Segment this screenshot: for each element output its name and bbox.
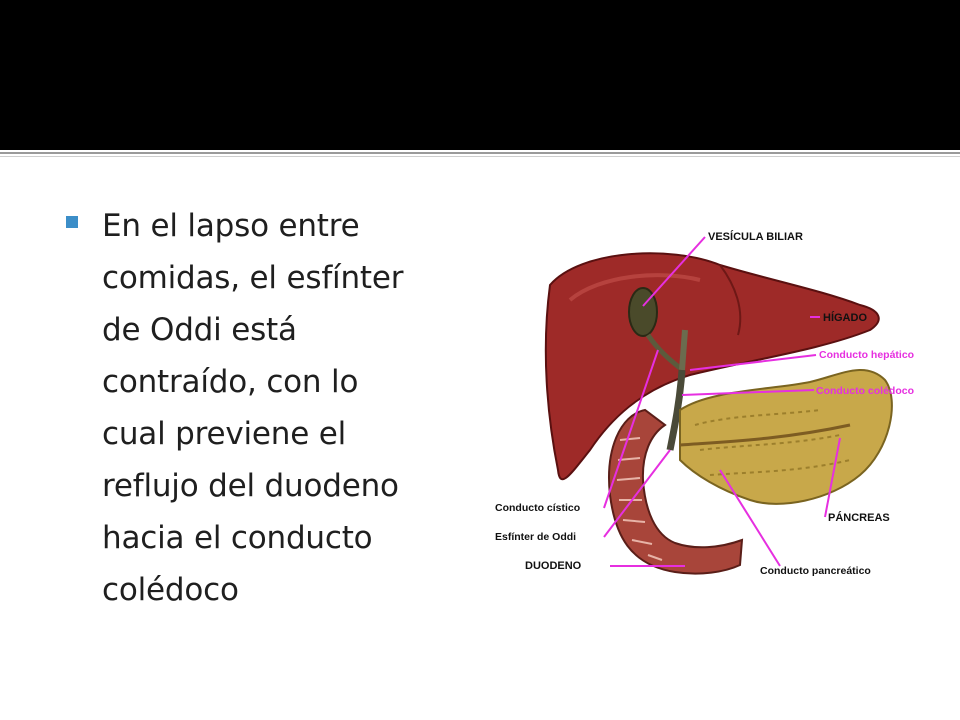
bullet-line: hacia el conducto bbox=[102, 520, 373, 556]
bullet-line: cual previene el bbox=[102, 416, 347, 452]
header-divider bbox=[0, 152, 960, 154]
digestive-anatomy-diagram bbox=[480, 210, 940, 600]
bullet-square-icon bbox=[66, 216, 78, 228]
label-conducto-pancreatico: Conducto pancreático bbox=[760, 565, 871, 577]
bullet-line: contraído, con lo bbox=[102, 364, 359, 400]
header-divider-thin bbox=[0, 156, 960, 157]
title-band bbox=[0, 0, 960, 150]
label-pancreas: PÁNCREAS bbox=[828, 512, 890, 524]
bullet-line: de Oddi está bbox=[102, 312, 297, 348]
label-esfinter-oddi: Esfínter de Oddi bbox=[495, 531, 577, 543]
hepatic-duct-shape bbox=[682, 330, 685, 370]
bullet-line: reflujo del duodeno bbox=[102, 468, 399, 504]
label-conducto-hepatico: Conducto hepático bbox=[819, 349, 915, 361]
label-higado: HÍGADO bbox=[823, 312, 867, 324]
label-conducto-cistico: Conducto cístico bbox=[495, 502, 581, 514]
bullet-text bbox=[102, 200, 466, 616]
bullet-line: En el lapso entre bbox=[102, 208, 360, 244]
bullet-line: comidas, el esfínter bbox=[102, 260, 404, 296]
bullet-line: colédoco bbox=[102, 572, 239, 608]
bullet-item bbox=[66, 200, 466, 616]
label-duodeno: DUODENO bbox=[525, 560, 582, 572]
label-conducto-coledoco: Conducto colédoco bbox=[816, 385, 914, 397]
label-vesicula-biliar: VESÍCULA BILIAR bbox=[708, 231, 803, 243]
